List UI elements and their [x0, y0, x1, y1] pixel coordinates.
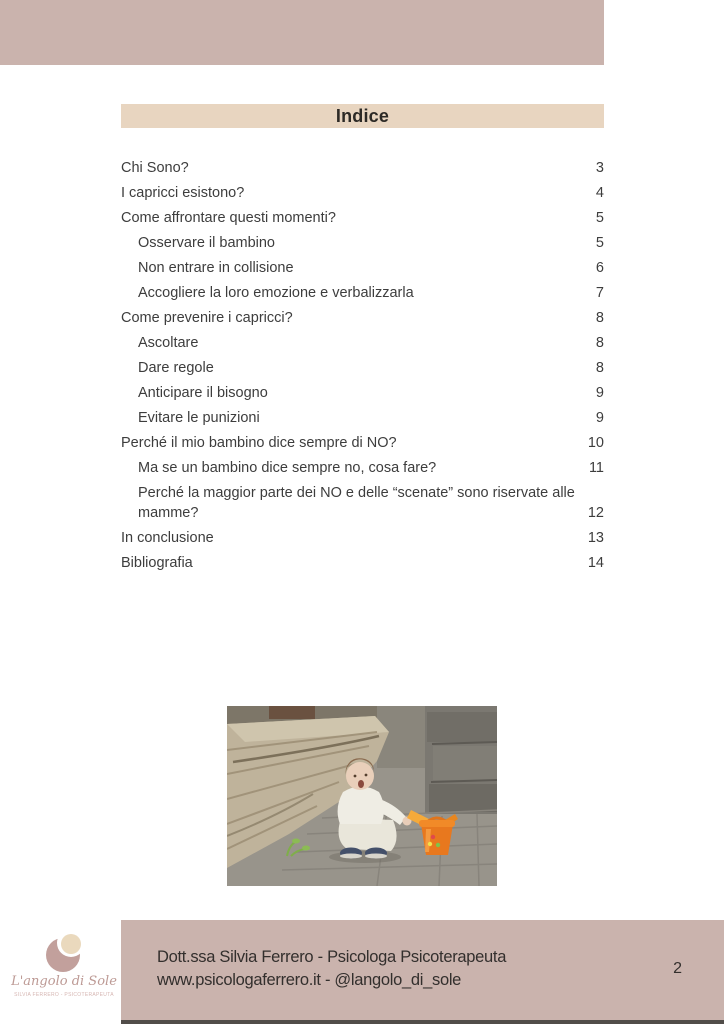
toc-entry-page: 11	[588, 460, 604, 476]
toc-entry[interactable]	[121, 158, 604, 178]
footer-text	[157, 946, 506, 992]
toc-title-bar	[121, 104, 604, 128]
footer-band	[121, 920, 724, 1024]
footer-links-line[interactable]: www.psicologaferrero.it - @langolo_di_sole	[157, 971, 462, 989]
toc-entry-page: 12	[587, 505, 604, 521]
toc-entry-label: In conclusione	[121, 530, 214, 546]
toc-entry[interactable]	[121, 358, 604, 378]
top-band	[0, 0, 604, 65]
toc-entry-label: Come prevenire i capricci?	[121, 310, 293, 326]
child-photo	[227, 706, 497, 886]
toc-entry-label: Dare regole	[138, 360, 214, 376]
toc-entry[interactable]	[121, 283, 604, 303]
toc-entry-page: 4	[595, 185, 604, 201]
toc-entry-label: Osservare il bambino	[138, 235, 275, 251]
toc-entry[interactable]	[121, 483, 604, 523]
crescent-moon-icon	[44, 928, 84, 976]
toc-entry-label: Perché la maggior parte dei NO e delle “scenate” sono riservate alle mamme?	[138, 485, 575, 521]
toc-entry[interactable]	[121, 528, 604, 548]
toc-entry-page: 9	[595, 385, 604, 401]
page-number: 2	[673, 960, 682, 977]
toc-entry[interactable]	[121, 408, 604, 428]
toc-entry-page: 9	[595, 410, 604, 426]
toc-entry-label: Chi Sono?	[121, 160, 189, 176]
toc-entry-page: 13	[587, 530, 604, 546]
bottom-strip	[121, 1020, 724, 1024]
toc-entry-label: Bibliografia	[121, 555, 193, 571]
toc-entry-label: Evitare le punizioni	[138, 410, 260, 426]
toc-entry-page: 7	[595, 285, 604, 301]
toc-entry-page: 3	[595, 160, 604, 176]
toc-entry[interactable]	[121, 553, 604, 573]
toc-entry-page: 8	[595, 310, 604, 326]
logo-subtitle: SILVIA FERRERO - PSICOTERAPEUTA	[14, 992, 114, 998]
toc-entry-label: Ma se un bambino dice sempre no, cosa fare?	[138, 460, 437, 476]
logo-name: L'angolo di Sole	[11, 974, 117, 989]
toc-entry-page: 10	[587, 435, 604, 451]
toc-entry[interactable]	[121, 308, 604, 328]
toc-entry-page: 5	[595, 210, 604, 226]
toc-entry-page: 5	[595, 235, 604, 251]
footer-author-line: Dott.ssa Silvia Ferrero - Psicologa Psicoterapeuta	[157, 948, 507, 966]
toc-entry[interactable]	[121, 333, 604, 353]
toc-entry-label: I capricci esistono?	[121, 185, 245, 201]
toc-entry[interactable]	[121, 258, 604, 278]
toc-entry-page: 8	[595, 360, 604, 376]
toc-entry[interactable]	[121, 208, 604, 228]
toc-entry-label: Perché il mio bambino dice sempre di NO?	[121, 435, 397, 451]
toc-entry[interactable]	[121, 233, 604, 253]
toc-entry[interactable]	[121, 183, 604, 203]
toc-entry-label: Come affrontare questi momenti?	[121, 210, 336, 226]
toc-entry-label: Accogliere la loro emozione e verbalizzarla	[138, 285, 414, 301]
page-title: Indice	[335, 105, 390, 126]
toc-entry[interactable]	[121, 383, 604, 403]
toc-entry[interactable]	[121, 458, 604, 478]
toc-entry-page: 8	[595, 335, 604, 351]
toc-entry-label: Non entrare in collisione	[138, 260, 294, 276]
toc-entry-page: 14	[587, 555, 604, 571]
logo	[10, 928, 118, 998]
child-photo-illustration	[227, 706, 497, 886]
toc-entry-page: 6	[595, 260, 604, 276]
toc-list	[121, 156, 604, 578]
toc-entry-label: Anticipare il bisogno	[138, 385, 268, 401]
toc-entry-label: Ascoltare	[138, 335, 199, 351]
toc-entry[interactable]	[121, 433, 604, 453]
